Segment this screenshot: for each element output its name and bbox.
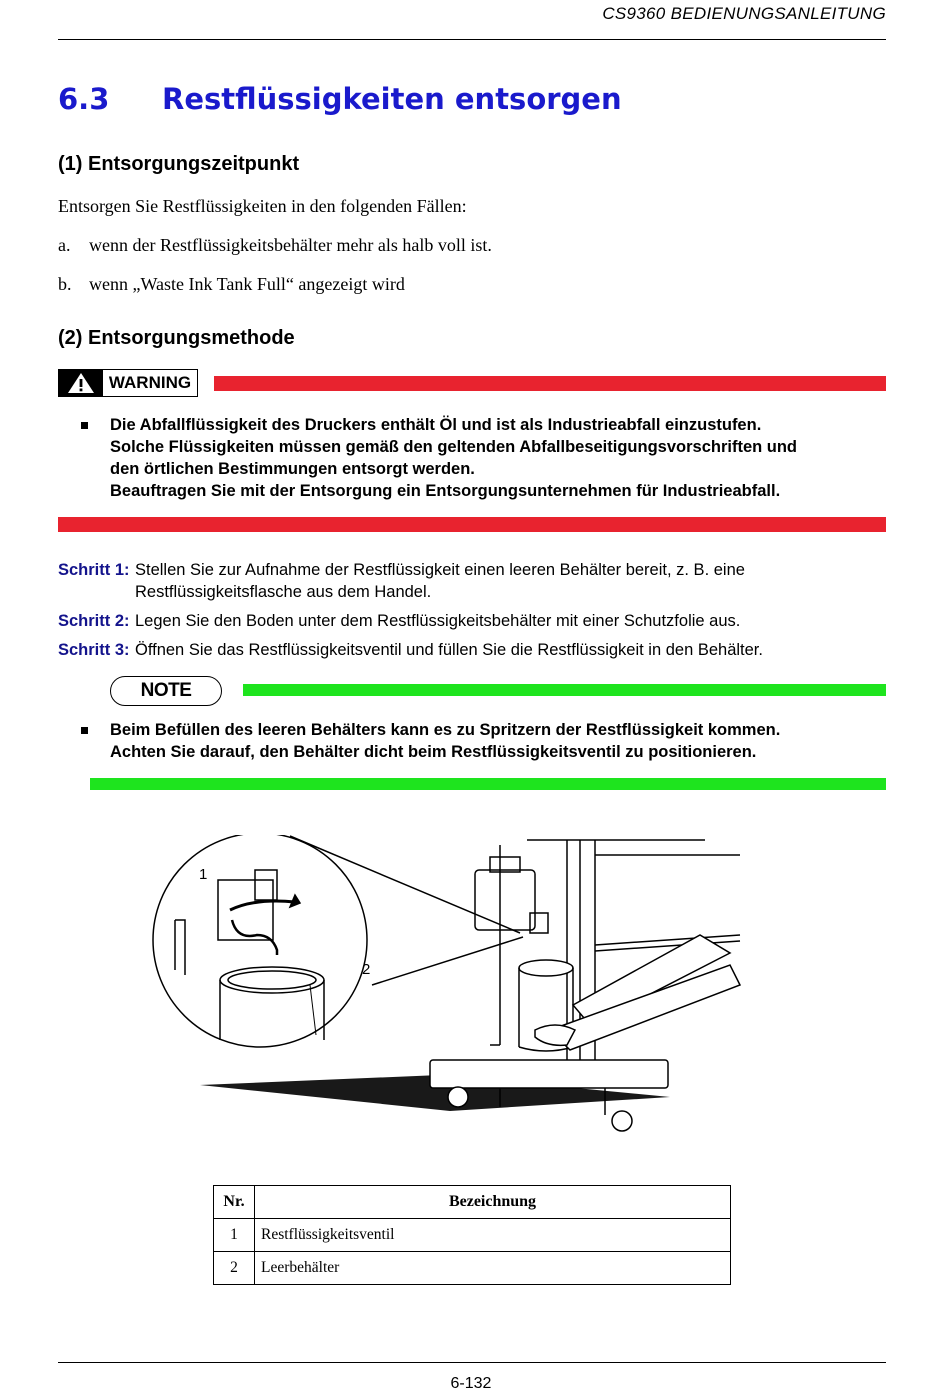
step-2: [58, 610, 858, 632]
table-row: [214, 1219, 731, 1252]
table-header-nr: Nr.: [214, 1186, 255, 1219]
header-rule: [58, 39, 886, 40]
warning-bar-bottom: [58, 517, 886, 532]
warning-badge: [58, 369, 198, 397]
list-label: a.: [58, 235, 71, 255]
warning-label: WARNING: [108, 373, 192, 392]
step-text-continued: Restflüssigkeitsflasche aus dem Handel.: [135, 583, 432, 601]
section-number: 6.3: [58, 82, 110, 116]
timing-item-a: [58, 235, 492, 256]
list-text: wenn der Restflüssigkeitsbehälter mehr als halb voll ist.: [89, 235, 492, 255]
warning-icon-box: [59, 370, 103, 396]
list-label: b.: [58, 274, 72, 294]
document-header-title: CS9360 BEDIENUNGSANLEITUNG: [602, 4, 886, 23]
section-title-text: Restflüssigkeiten entsorgen: [162, 82, 622, 116]
warning-line: Beauftragen Sie mit der Entsorgung ein Entsorgungsunternehmen für Industrieabfall.: [110, 482, 781, 500]
parts-table: [213, 1185, 731, 1285]
table-cell-name: Leerbehälter: [255, 1252, 731, 1285]
callout-1: 1: [199, 866, 208, 883]
note-bar-top: [243, 684, 886, 696]
step-1: [58, 559, 858, 603]
step-text: Stellen Sie zur Aufnahme der Restflüssigkeit einen leeren Behälter bereit, z. B. eine: [135, 561, 745, 579]
timing-heading: (1) Entsorgungszeitpunkt: [58, 153, 300, 175]
callout-2: 2: [362, 961, 371, 978]
step-text: Legen Sie den Boden unter dem Restflüssigkeitsbehälter mit einer Schutzfolie aus.: [135, 612, 741, 630]
table-cell-nr: 2: [214, 1252, 255, 1285]
step-3: [58, 639, 858, 661]
warning-bar-top: [214, 376, 886, 391]
step-text: Öffnen Sie das Restflüssigkeitsventil und füllen Sie die Restflüssigkeit in den Behälter.: [135, 641, 763, 659]
warning-line: Solche Flüssigkeiten müssen gemäß den geltenden Abfallbeseitigungsvorschriften und: [110, 438, 798, 456]
warning-line: Die Abfallflüssigkeit des Druckers enthält Öl und ist als Industrieabfall einzustufen.: [110, 416, 762, 434]
list-text: wenn „Waste Ink Tank Full“ angezeigt wird: [89, 274, 405, 294]
note-bullet: [81, 727, 88, 734]
timing-item-b: [58, 274, 405, 295]
note-text: [110, 719, 890, 763]
table-cell-name: Restflüssigkeitsventil: [255, 1219, 731, 1252]
step-label: Schritt 3:: [58, 641, 130, 659]
warning-line: den örtlichen Bestimmungen entsorgt werden.: [110, 460, 475, 478]
note-badge: NOTE: [110, 676, 222, 706]
warning-bullet: [81, 422, 88, 429]
section-title: [58, 82, 622, 116]
warning-text: [110, 414, 890, 502]
page-number: 6-132: [450, 1375, 492, 1392]
step-label: Schritt 2:: [58, 612, 130, 630]
table-cell-nr: 1: [214, 1219, 255, 1252]
note-line: Achten Sie darauf, den Behälter dicht beim Restflüssigkeitsventil zu positionieren.: [110, 743, 757, 761]
table-header-row: [214, 1186, 731, 1219]
warning-triangle-icon: [66, 371, 96, 395]
table-header-name: Bezeichnung: [255, 1186, 731, 1219]
timing-intro: Entsorgen Sie Restflüssigkeiten in den folgenden Fällen:: [58, 196, 467, 216]
table-row: [214, 1252, 731, 1285]
disposal-illustration: [140, 835, 750, 1145]
step-label: Schritt 1:: [58, 561, 130, 579]
method-heading: (2) Entsorgungsmethode: [58, 327, 295, 349]
footer-rule: [58, 1362, 886, 1363]
note-bar-bottom: [90, 778, 886, 790]
note-line: Beim Befüllen des leeren Behälters kann es zu Spritzern der Restflüssigkeit kommen.: [110, 721, 781, 739]
